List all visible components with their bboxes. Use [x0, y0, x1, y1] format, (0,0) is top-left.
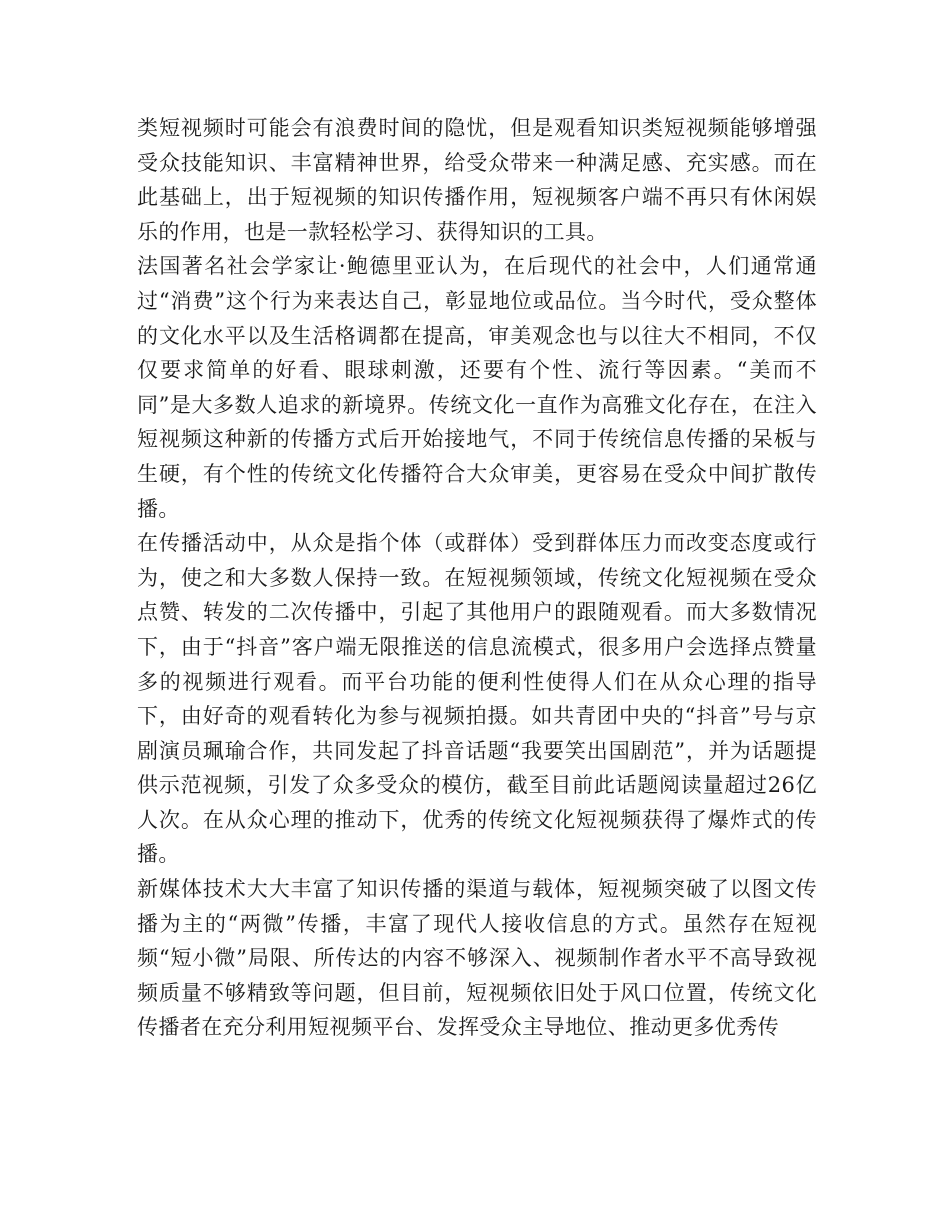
paragraph: 新媒体技术大大丰富了知识传播的渠道与载体，短视频突破了以图文传播为主的“两微”传播，丰富了现代人接收信息的方式。虽然存在短视频“短小微”局限、所传达的内容不够深入、视频制作者水平不高导致视频质量不够精致等问题，但目前，短视频依旧处于风口位置，传统文化传播者在充分利用短视频平台、发挥受众主导地位、推动更多优秀传: [137, 877, 817, 1040]
document-body: [137, 111, 817, 1045]
paragraph: 在传播活动中，从众是指个体（或群体）受到群体压力而改变态度或行为，使之和大多数人保持一致。在短视频领域，传统文化短视频在受众点赞、转发的二次传播中，引起了其他用户的跟随观看。而大多数情况下，由于“抖音”客户端无限推送的信息流模式，很多用户会选择点赞量多的视频进行观看。而平台功能的便利性使得人们在从众心理的指导下，由好奇的观看转化为参与视频拍摄。如共青团中央的“抖音”号与京剧演员珮瑜合作，共同发起了抖音话题“我要笑出国剧范”，并为话题提供示范视频，引发了众多受众的模仿，截至目前此话题阅读量超过26亿人次。在从众心理的推动下，优秀的传统文化短视频获得了爆炸式的传播。: [137, 531, 817, 867]
paragraph: 法国著名社会学家让·鲍德里亚认为，在后现代的社会中，人们通常通过“消费”这个行为来表达自己，彰显地位或品位。当今时代，受众整体的文化水平以及生活格调都在提高，审美观念也与以往大不相同，不仅仅要求简单的好看、眼球刺激，还要有个性、流行等因素。“美而不同”是大多数人追求的新境界。传统文化一直作为高雅文化存在，在注入短视频这种新的传播方式后开始接地气，不同于传统信息传播的呆板与生硬，有个性的传统文化传播符合大众审美，更容易在受众中间扩散传播。: [137, 254, 817, 521]
paragraph: 类短视频时可能会有浪费时间的隐忧，但是观看知识类短视频能够增强受众技能知识、丰富精神世界，给受众带来一种满足感、充实感。而在此基础上，出于短视频的知识传播作用，短视频客户端不再只有休闲娱乐的作用，也是一款轻松学习、获得知识的工具。: [137, 116, 817, 244]
